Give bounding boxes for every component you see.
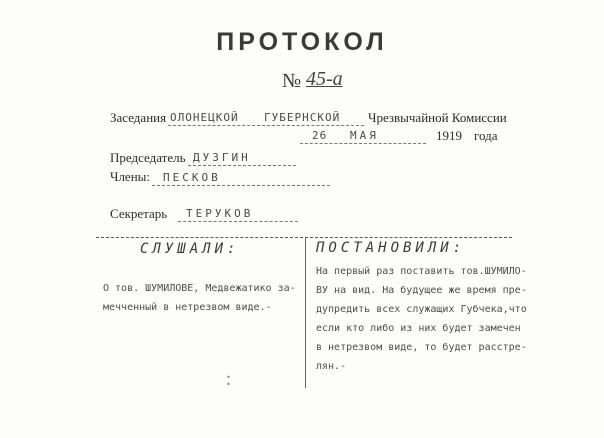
section-divider-horizontal (96, 237, 512, 238)
resolved-text (316, 262, 527, 376)
heard-text (103, 279, 296, 317)
meeting-label: Заседания (110, 110, 167, 125)
protocol-number: 45-а (306, 68, 343, 90)
resolved-line: ВУ на вид. На будущее же время пре- (316, 285, 527, 296)
heard-header: СЛУШАЛИ: (140, 241, 240, 257)
secretary-name: ТЕРУКОВ (186, 207, 254, 220)
resolved-line: лян.- (316, 361, 347, 372)
chairman-name: ДУЗГИН (193, 151, 251, 164)
date-fill-line (300, 143, 426, 144)
secretary-label: Секретарь (110, 206, 168, 221)
resolved-line: дупредить всех служащих Губчека,что (316, 304, 527, 315)
members-label: Члены: (110, 169, 151, 184)
secretary-fill-line (178, 221, 298, 222)
number-sign: № (282, 70, 302, 92)
meeting-region: ОЛОНЕЦКОЙ (170, 111, 239, 124)
document-title: ПРОТОКОЛ (216, 28, 388, 56)
chairman-fill-line (188, 165, 296, 166)
heard-line: мечченный в нетрезвом виде.- (103, 302, 272, 313)
resolved-line: в нетрезвом виде, то будет расстре- (316, 342, 527, 353)
resolved-header: ПОСТАНОВИЛИ: (316, 240, 466, 256)
heard-line: О тов. ШУМИЛОВЕ, Медвежатико за- (103, 283, 296, 294)
meeting-level: ГУБЕРНСКОЙ (264, 111, 341, 124)
resolved-line: На первый раз поставить тов.ШУМИЛО- (316, 266, 527, 277)
members-fill-line (152, 185, 330, 186)
chairman-label: Председатель (110, 150, 186, 165)
date-month: МАЯ (350, 129, 379, 142)
stray-ink-mark: • • (226, 373, 231, 389)
date-day: 26 (312, 129, 328, 142)
meeting-commission: Чрезвычайной Комиссии (368, 110, 507, 125)
section-divider-vertical (305, 238, 306, 388)
date-year-suffix: года (474, 128, 498, 143)
resolved-line: если кто либо из них будет замечен (316, 323, 521, 334)
meeting-fill-line (168, 125, 364, 126)
members-names: ПЕСКОВ (163, 171, 221, 184)
date-year: 1919 (436, 128, 462, 143)
